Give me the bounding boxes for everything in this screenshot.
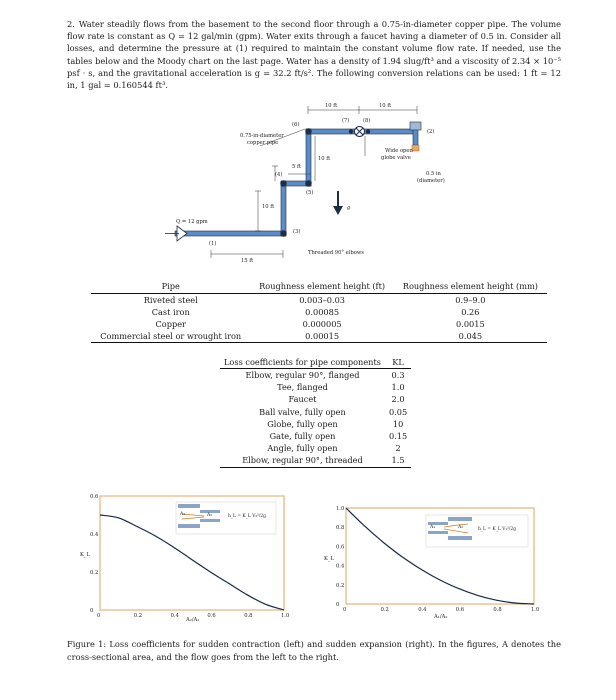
loss-header-kl: KL xyxy=(385,356,411,369)
x-tick-label: 1.0 xyxy=(531,607,540,613)
elbow-3 xyxy=(280,230,286,236)
dim-10ft-top-right: 10 ft xyxy=(379,103,392,109)
x-tick-label: 0.4 xyxy=(170,613,179,619)
expansion-inset-a1: A₁ xyxy=(430,525,436,530)
pipe-segment-riser-lower xyxy=(281,181,286,236)
valve-label-line2: globe valve xyxy=(381,155,411,161)
x-tick-label: 0.2 xyxy=(133,613,143,619)
table-cell: 1.0 xyxy=(391,382,405,393)
table-cell: Ball valve, fully open xyxy=(259,406,346,417)
table-cell: 0.05 xyxy=(388,406,408,417)
table-cell: Elbow, regular 90°, threaded xyxy=(220,454,385,467)
expansion-inset-a2: A₂ xyxy=(458,525,464,530)
dim-10ft-lower: 10 ft xyxy=(262,204,275,210)
pipe-label-line1: 0.75-in-diameter xyxy=(240,133,284,139)
elbow-6 xyxy=(305,128,311,134)
table-cell: Tee, flanged xyxy=(277,382,328,393)
x-tick-label: 0 xyxy=(343,607,347,613)
faucet-label-line2: (diameter) xyxy=(417,178,445,184)
point-8: (8) xyxy=(363,118,371,124)
point-6: (6) xyxy=(292,122,300,128)
table-row xyxy=(220,418,411,430)
roughness-header-pipe: Pipe xyxy=(91,280,250,294)
problem-text: Water steadily flows from the basement to the second floor through a 0.75-in-diameter copper pipe. The volume flow rate is constant as Q = 12 gal/min (gpm). Water exits through a faucet having a diameter of 0.5 in. Consider all losses, and determine the pressure at (1) required to maintain the constant volume flow rate. If needed, use the tables below and the Moody chart on the last page. Water has a density of 1.94 slug/ft³ and a viscosity of 2.34 × 10⁻⁵ psf · s, and the gravitational acceleration is g = 32.2 ft/s². The following conversion relations can be used: 1 ft = 12 in, 1 gal = 0.160544 ft³. xyxy=(67,19,561,91)
joint-7 xyxy=(349,129,353,133)
gravity-label: g xyxy=(347,205,351,211)
y-tick-label: 0.8 xyxy=(336,525,345,532)
table-row xyxy=(220,454,411,467)
loss-header-component: Loss coefficients for pipe components xyxy=(220,356,385,369)
point-2: (2) xyxy=(427,129,435,135)
figure-caption: Figure 1: Loss coefficients for sudden contraction (left) and sudden expansion (right). In the figures, A denotes the cross-sectional area, and the flow goes from the left to the right. xyxy=(67,639,561,662)
x-tick-label: 0.8 xyxy=(244,613,253,619)
table-cell: 0.045 xyxy=(394,330,547,343)
roughness-header-mm: Roughness element height (mm) xyxy=(394,280,547,294)
table-cell: 0.3 xyxy=(391,370,405,380)
expansion-ylabel: K_L xyxy=(324,556,334,562)
point-1: (1) xyxy=(209,241,217,247)
table-cell: 0.9–9.0 xyxy=(455,295,486,305)
y-tick-label: 0.2 xyxy=(90,570,99,576)
contraction-xlabel: A₂/A₁ xyxy=(186,617,200,622)
y-tick-label: 1.0 xyxy=(336,506,345,512)
table-cell: 0.00085 xyxy=(305,307,340,317)
table-cell: Commercial steel or wrought iron xyxy=(91,330,250,343)
table-row xyxy=(220,442,411,454)
x-tick-label: 0.6 xyxy=(207,613,216,619)
table-row xyxy=(220,406,411,418)
table-row xyxy=(220,381,411,393)
table-cell: 10 xyxy=(392,418,404,429)
table-cell: 0.003–0.03 xyxy=(299,295,345,305)
table-cell: Angle, fully open xyxy=(267,443,338,454)
expansion-chart xyxy=(318,502,550,620)
contraction-ylabel: K_L xyxy=(80,552,90,558)
contraction-formula: h_L = K_L V₂²/2g xyxy=(228,514,266,519)
point-7: (7) xyxy=(342,118,350,124)
table-cell: Faucet xyxy=(288,394,317,405)
pipe-segment-faucet xyxy=(413,129,418,145)
table-cell: 1.5 xyxy=(385,454,411,467)
joint-8 xyxy=(366,129,370,133)
table-cell: 0.15 xyxy=(388,431,408,442)
table-cell: 0.26 xyxy=(461,307,480,317)
y-tick-label: 0.6 xyxy=(336,544,345,551)
table-cell: Copper xyxy=(155,319,186,329)
table-row xyxy=(91,306,547,318)
dim-5ft: 5 ft xyxy=(292,164,301,170)
pipe-segment-riser-upper xyxy=(306,129,311,186)
faucet-label-line1: 0.5 in xyxy=(426,171,441,177)
x-tick-label: 0.4 xyxy=(418,607,427,613)
pipe-system-diagram xyxy=(165,96,465,274)
table-row xyxy=(91,318,547,330)
point-4: (4) xyxy=(275,172,283,178)
point-5: (5) xyxy=(306,190,314,196)
elbow-5 xyxy=(305,180,311,186)
contraction-inset-a2: A₂ xyxy=(207,513,213,518)
pipe-segment-inlet xyxy=(175,231,286,236)
problem-statement xyxy=(67,18,561,91)
contraction-chart xyxy=(78,490,290,622)
elbow-4 xyxy=(280,180,286,186)
table-cell: 2.0 xyxy=(391,394,405,405)
loss-coefficient-table xyxy=(220,356,411,468)
x-tick-label: 0.6 xyxy=(455,607,465,613)
y-tick-label: 0.6 xyxy=(90,494,99,500)
globe-valve-icon xyxy=(355,127,365,137)
table-row xyxy=(220,393,411,405)
gravity-arrow-icon xyxy=(333,191,343,215)
dim-10ft-upper: 10 ft xyxy=(318,156,331,162)
table-cell: Elbow, regular 90°, flanged xyxy=(245,370,360,380)
x-tick-label: 0.2 xyxy=(380,607,389,613)
y-tick-label: 0 xyxy=(90,608,94,614)
table-row xyxy=(91,294,547,307)
dim-15ft: 15 ft xyxy=(241,258,254,264)
x-tick-label: 0.8 xyxy=(493,607,502,613)
table-cell: 0.000005 xyxy=(302,319,342,329)
y-tick-label: 0.2 xyxy=(336,582,345,589)
expansion-formula: h_L = K_L V₁²/2g xyxy=(478,527,516,532)
x-tick-label: 1.0 xyxy=(281,613,290,619)
flow-label: Q = 12 gpm xyxy=(176,219,208,225)
table-cell: Cast iron xyxy=(151,307,190,317)
expansion-xlabel: A₁/A₂ xyxy=(434,614,448,620)
elbows-label: Threaded 90° elbows xyxy=(308,250,364,256)
table-cell: 0.0015 xyxy=(456,319,485,329)
point-3: (3) xyxy=(293,229,301,235)
y-tick-label: 0 xyxy=(336,602,340,608)
table-cell: Riveted steel xyxy=(143,295,198,305)
table-row xyxy=(220,369,411,382)
dim-10ft-top-left: 10 ft xyxy=(325,103,338,109)
table-cell: 2 xyxy=(395,443,401,454)
table-cell: Gate, fully open xyxy=(269,431,336,442)
table-row xyxy=(220,430,411,442)
table-row xyxy=(91,330,547,343)
contraction-inset-a1: A₁ xyxy=(180,512,186,517)
y-tick-label: 0.4 xyxy=(336,563,345,570)
roughness-header-ft: Roughness element height (ft) xyxy=(250,280,393,294)
x-tick-label: 0 xyxy=(97,613,101,619)
table-cell: 0.00015 xyxy=(250,330,393,343)
problem-number: 2. xyxy=(67,19,75,29)
y-tick-label: 0.4 xyxy=(90,532,99,538)
valve-label-line1: Wide open xyxy=(385,148,413,154)
roughness-table xyxy=(91,280,547,343)
pipe-label-line2: copper pipe xyxy=(247,140,279,146)
flow-arrow-icon xyxy=(165,226,187,241)
table-cell: Globe, fully open xyxy=(267,418,338,429)
